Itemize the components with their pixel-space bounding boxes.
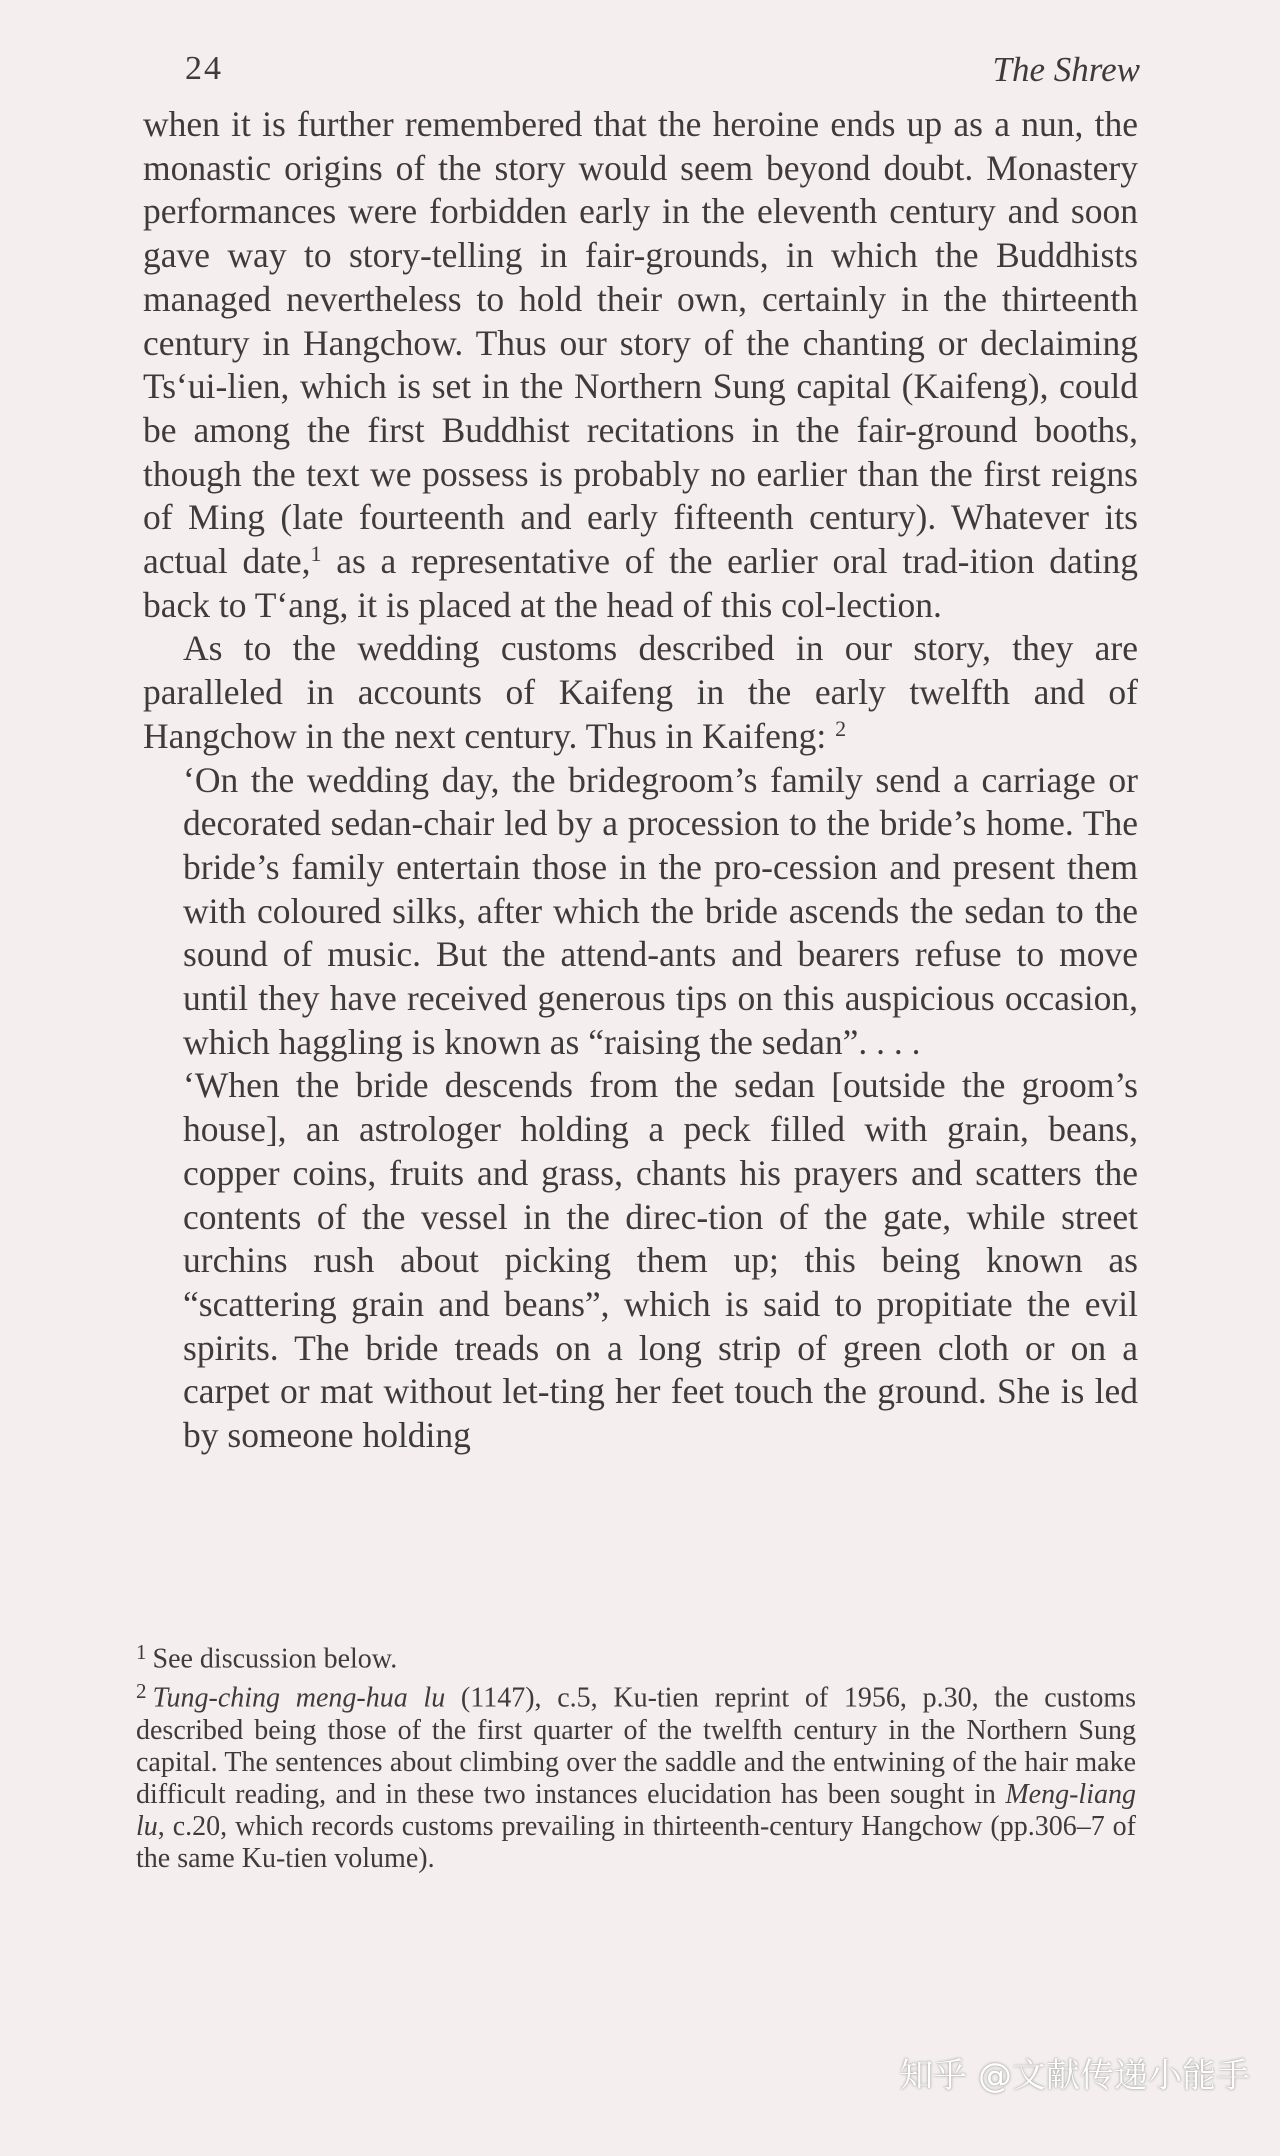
footnote-2-title: Tung-ching meng-hua lu — [152, 1682, 446, 1714]
paragraph-1-text: when it is further remembered that the heroine ends up as a nun, the monastic origins of the story would seem beyond doubt. Monastery performances were forbidden early in the eleventh century and soon gave way to story-telling in fair-grounds, in which the Buddhists managed nevertheless to hold their own, certainly in the thirteenth century in Hangchow. Thus our story of the chanting or declaiming Tsʻui-lien, which is set in the Northern Sung capital (Kaifeng), could be among the first Buddhist recitations in the fair-ground booths, though the text we possess is probably no earlier than the first reigns of Ming (late fourteenth and early fifteenth century). Whatever its actual date, — [143, 104, 1138, 582]
body-text — [143, 103, 1138, 1458]
page-number: 24 — [185, 50, 223, 87]
footnote-1-marker: 1 — [136, 1640, 147, 1664]
quote-paragraph-1: ‘On the wedding day, the bridegroom’s family send a carriage or decorated sedan-chair led by a procession to the bride’s home. The bride’s family entertain those in the pro-cession and present them with coloured silks, after which the bride ascends the sedan to the sound of music. But the attend-ants and bearers refuse to move until they have received generous tips on this auspicious occasion, which haggling is known as “raising the sedan”. . . . — [183, 759, 1138, 1062]
footnote-ref-2: 2 — [835, 715, 847, 741]
paragraph-2 — [143, 627, 1138, 758]
footnotes — [136, 1636, 1136, 1875]
footnote-2-marker: 2 — [136, 1679, 147, 1704]
paragraph-1 — [143, 103, 1138, 627]
footnote-ref-1: 1 — [310, 540, 322, 566]
quote-paragraph-2: ‘When the bride descends from the sedan [outside the groom’s house], an astrologer holding a peck filled with grain, beans, copper coins, fruits and grass, chants his prayers and scatters the contents of the vessel in the direc-tion of the gate, while street urchins rush about picking them up; this being known as “scattering grain and beans”, which is said to propitiate the evil spirits. The bride treads on a long strip of green cloth or on a carpet or mat without let-ting her feet touch the ground. She is led by someone holding — [183, 1065, 1138, 1456]
footnote-2 — [136, 1675, 1136, 1874]
paragraph-1-rest: as a representative of the earlier oral trad-ition dating back to Tʻang, it is placed at the head of this col-lection. — [143, 541, 1138, 625]
running-head: The Shrew — [992, 50, 1140, 89]
footnote-2-text-b: , c.20, which records customs prevailing in thirteenth-century Hangchow (pp.306–7 of the same Ku-tien volume). — [136, 1810, 1136, 1874]
watermark: 知乎 @文献传递小能手 — [899, 2056, 1250, 2096]
page-header — [185, 50, 1140, 98]
footnote-1-text: See discussion below. — [152, 1643, 398, 1675]
footnote-1 — [136, 1636, 1136, 1675]
paragraph-2-text: As to the wedding customs described in our story, they are paralleled in accounts of Kaifeng in the early twelfth and of Hangchow in the next century. Thus in Kaifeng: — [143, 628, 1138, 756]
footnote-2-text-a: (1147), c.5, Ku-tien reprint of 1956, p.30, the customs described being those of the first quarter of the twelfth century in the Northern Sung capital. The sentences about climbing over the saddle and the entwining of the hair make difficult reading, and in these two instances elucidation has been sought in — [136, 1682, 1137, 1810]
block-quote — [183, 759, 1138, 1458]
footnote-2-title-2: Meng-liang lu — [136, 1778, 1136, 1842]
